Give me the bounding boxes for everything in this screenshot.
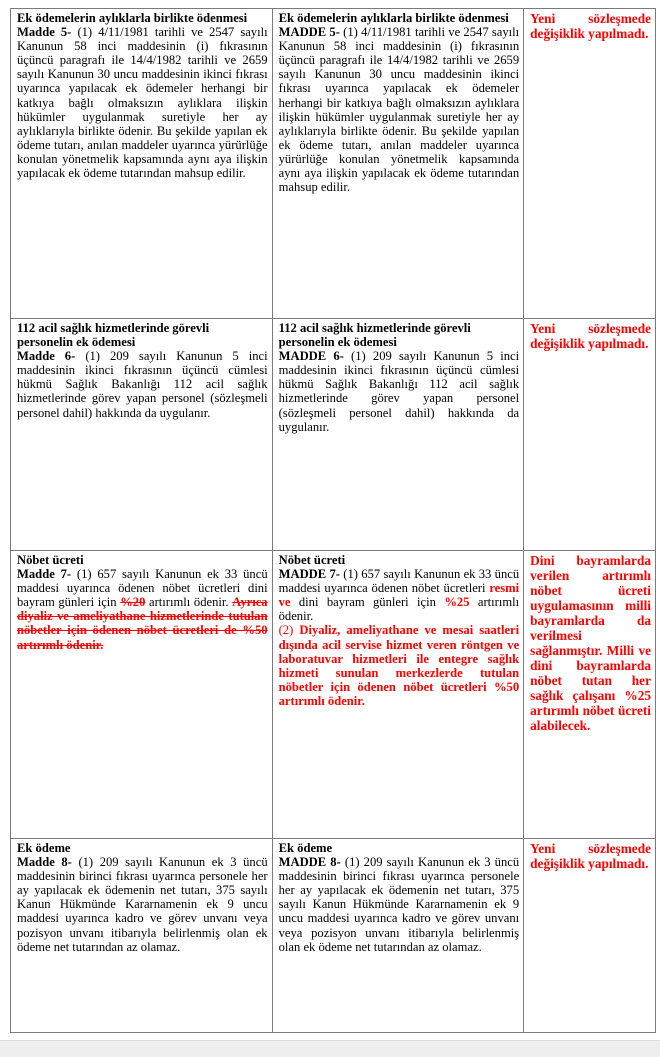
article-heading: Ek ödemelerin aylıklarla birlikte ödenmesi bbox=[17, 11, 248, 25]
comparison-table bbox=[10, 8, 656, 1033]
change-note: Dini bayramlarda verilen artırımlı nöbet ücreti uygulamasının milli bayramlarda da verilmesi sağlanmıştır. Milli ve dini bayramlarda nöbet tutan her sağlık çalışanı %25 artırımlı nöbet ücreti alabilecek. bbox=[530, 553, 651, 733]
new-text-cell bbox=[272, 319, 524, 551]
article-text: (1) 209 sayılı Kanunun ek 3 üncü maddesinin birinci fıkrası uyarınca personele her ay yapılacak ek ödemenin net tutarı, 375 sayılı Kanun Hükmünde Kararnamenin ek 9 uncu maddesi uyarınca kadro ve görev unvanı veya pozisyon unvanı itibarıyla belirlenmiş olan ek ödeme net tutarından az olamaz. bbox=[278, 855, 520, 954]
new-text-cell bbox=[272, 9, 524, 319]
table-row bbox=[11, 319, 656, 551]
article-heading: Ek ödemelerin aylıklarla birlikte ödenmesi bbox=[278, 11, 509, 25]
article-text: (1) 209 sayılı Kanunun ek 3 üncü maddesinin birinci fıkrası uyarınca personele her ay yapılacak ek ödemenin net tutarı, 375 sayılı Kanun Hükmünde Kararnamenin ek 9 uncu maddesi uyarınca kadro ve görev unvanı veya pozisyon unvanı itibarıyla belirlenmiş olan ek ödeme net tutarından az olamaz. bbox=[17, 855, 268, 954]
article-text: dini bayram günleri için bbox=[290, 595, 445, 610]
article-heading: 112 acil sağlık hizmetlerinde görevli personelin ek ödemesi bbox=[17, 321, 210, 350]
old-text-cell bbox=[11, 9, 273, 319]
paragraph-2 bbox=[279, 623, 520, 708]
article-text: (1) 209 sayılı Kanunun 5 inci maddesinin ikinci fıkrasının üçüncü cümlesi hükmü Sağlık Bakanlığı 112 acil sağlık hizmetlerinde görev yapan personel (sözleşmeli personel dahil) hakkında da uygulanır. bbox=[17, 349, 268, 420]
article-text: (1) 657 sayılı Kanunun ek 33 üncü maddesi uyarınca ödenen nöbet ücretleri dini bayram günleri için bbox=[17, 567, 268, 610]
old-text-cell bbox=[11, 319, 273, 551]
table-row bbox=[11, 551, 656, 839]
article-number: MADDE 8- bbox=[278, 855, 341, 870]
article-text: (1) 209 sayılı Kanunun 5 inci maddesinin ikinci fıkrasının üçüncü cümlesi hükmü Sağlık Bakanlığı 112 acil sağlık hizmetlerinde görev yapan personel (sözleşmeli personel dahil) hakkında da uygulanır. bbox=[278, 349, 520, 434]
article-text: (1) 4/11/1981 tarihli ve 2547 sayılı Kanunun 58 inci maddesinin (i) fıkrasının üçüncü paragrafı ile 14/4/1982 tarihli ve 2659 sayılı Kanunun 30 uncu maddesinin ikinci fıkrası uyarınca yapılacak ek ödemeler herhangi bir katkıya bağlı olmaksızın aylıklara ilişkin hükümler uygulanmak suretiyle her ay aylıklarıyla birlikte ödenir. Bu şekilde yapılan ek ödeme tutarı, anılan maddeler uyarınca yürürlüğe konulan yönetmelik kapsamında aynı aya ilişkin yapılacak ek ödeme tutarından mahsup edilir. bbox=[17, 25, 268, 181]
article-text: (1) 657 sayılı Kanunun ek 33 üncü maddesi uyarınca ödenen nöbet ücretleri bbox=[278, 567, 520, 596]
article-heading: 112 acil sağlık hizmetlerinde görevli personelin ek ödemesi bbox=[278, 321, 471, 350]
article-text: (1) 4/11/1981 tarihli ve 2547 sayılı Kanunun 58 inci maddesinin (i) fıkrasının üçüncü paragrafı ile 14/4/1982 tarihli ve 2659 sayılı Kanunun 30 uncu maddesinin ikinci fıkrası uyarınca yapılacak ek ödemeler herhangi bir katkıya bağlı olmaksızın aylıklara ilişkin hükümler uygulanmak suretiyle her ay aylıklarıyla birlikte ödenir. Bu şekilde yapılan ek ödeme tutarı, anılan maddeler uyarınca yürürlüğe konulan yönetmelik kapsamında aynı aya ilişkin yapılacak ek ödeme tutarından mahsup edilir. bbox=[278, 25, 520, 195]
added-paragraph: Diyaliz, ameliyathane ve mesai saatleri dışında acil servise hizmet veren röntgen ve laboratuvar hizmetleri ile entegre sağlık hizmeti sunulan merkezlerde tutulan nöbetler için ödenen nöbet ücretleri %50 artırımlı ödenir. bbox=[278, 623, 520, 708]
table-row bbox=[11, 839, 656, 1033]
article-number: Madde 5- bbox=[17, 25, 72, 40]
change-note: Yeni sözleşmede değişiklik yapılmadı. bbox=[530, 11, 651, 42]
article-number: Madde 7- bbox=[17, 567, 72, 582]
note-cell bbox=[524, 9, 656, 319]
bottom-scroll-strip bbox=[0, 1040, 660, 1057]
article-heading: Nöbet ücreti bbox=[17, 553, 84, 567]
old-text-cell bbox=[11, 839, 273, 1033]
added-percentage: %25 bbox=[444, 595, 470, 610]
article-number: Madde 6- bbox=[17, 349, 76, 364]
paragraph-number: (2) bbox=[278, 623, 294, 638]
article-heading: Ek ödeme bbox=[278, 841, 333, 855]
article-number: MADDE 5- bbox=[278, 25, 340, 40]
added-text: resmi ve bbox=[278, 581, 520, 610]
change-note: Yeni sözleşmede değişiklik yapılmadı. bbox=[530, 841, 651, 872]
new-text-cell bbox=[272, 551, 524, 839]
article-heading: Nöbet ücreti bbox=[278, 553, 346, 567]
article-number: MADDE 6- bbox=[278, 349, 344, 364]
deleted-percentage: %20 bbox=[120, 595, 146, 610]
change-note: Yeni sözleşmede değişiklik yapılmadı. bbox=[530, 321, 651, 352]
new-text-cell bbox=[272, 839, 524, 1033]
note-cell bbox=[524, 319, 656, 551]
old-text-cell bbox=[11, 551, 273, 839]
article-number: Madde 8- bbox=[17, 855, 72, 870]
article-number: MADDE 7- bbox=[278, 567, 340, 582]
note-cell bbox=[524, 551, 656, 839]
article-heading: Ek ödeme bbox=[17, 841, 71, 855]
article-text: artırımlı ödenir. bbox=[145, 595, 233, 610]
deleted-sentence: Ayrıca diyaliz ve ameliyathane hizmetlerinde tutulan nöbetler için ödenen nöbet ücretleri de %50 artırımlı ödenir. bbox=[17, 595, 268, 652]
article-text: artırımlı ödenir. bbox=[278, 595, 520, 624]
note-cell bbox=[524, 839, 656, 1033]
table-row bbox=[11, 9, 656, 319]
